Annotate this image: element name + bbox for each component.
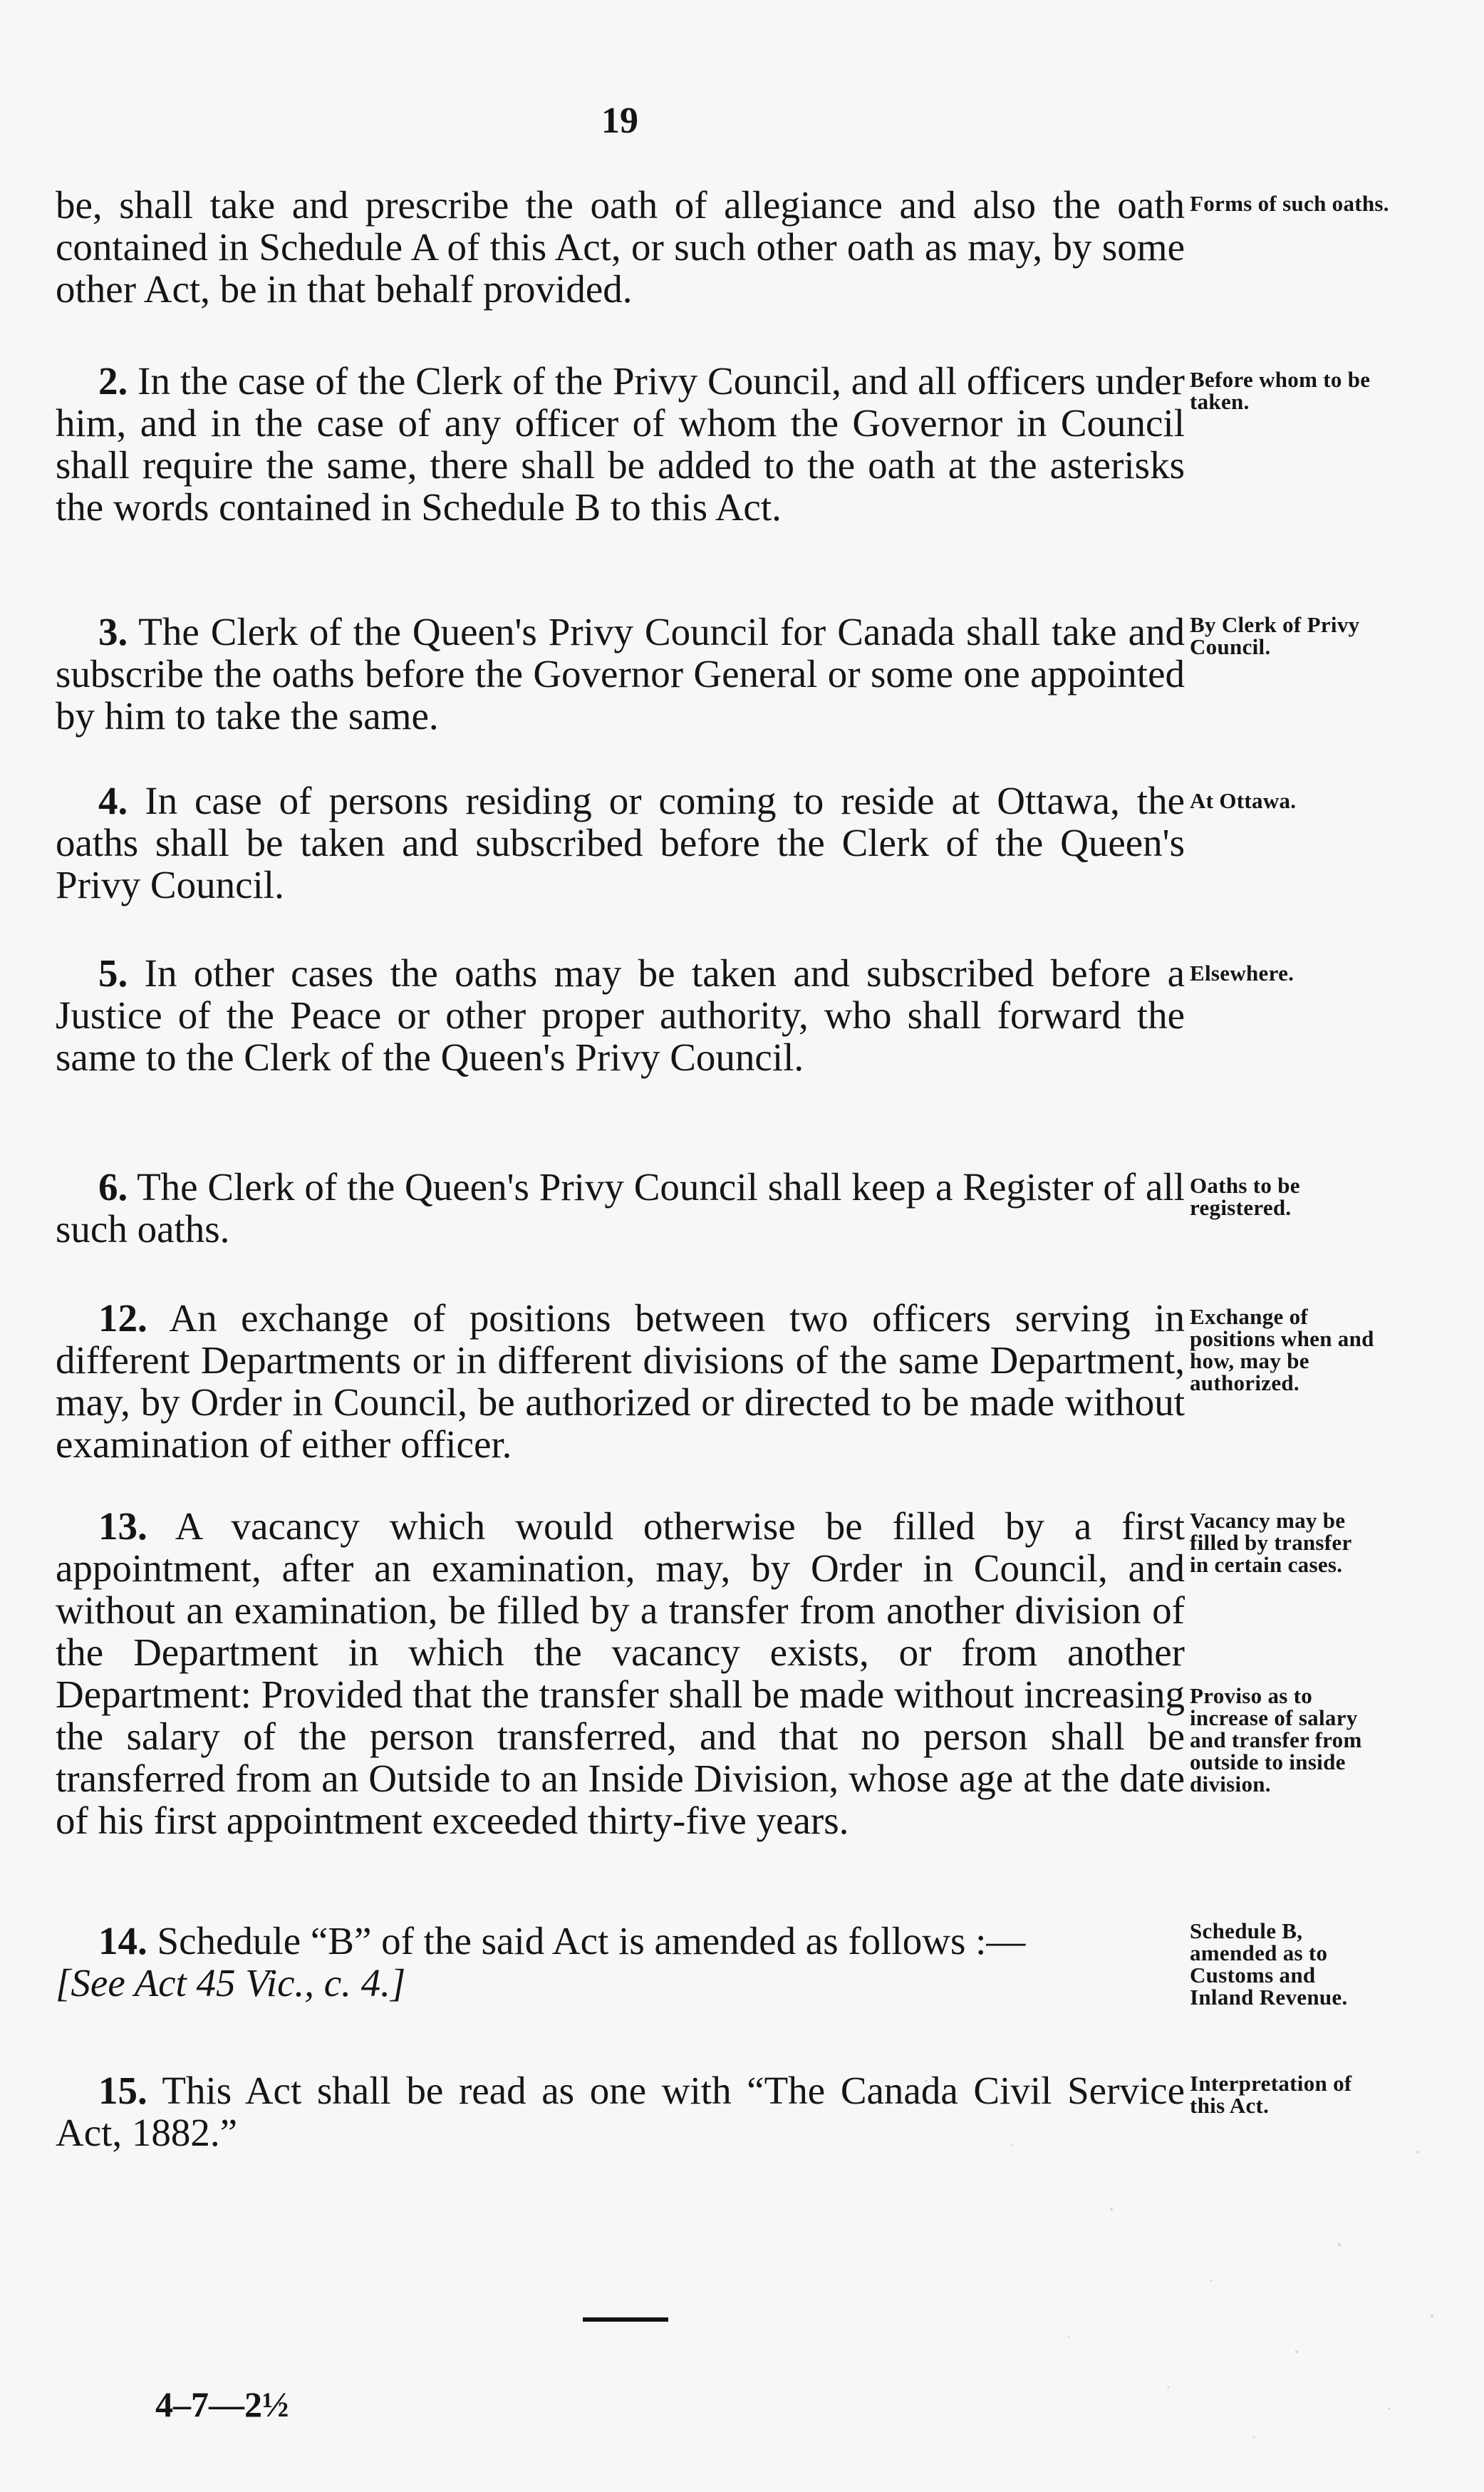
- section-text: [56, 780, 1185, 906]
- margin-note: Interpretation of this Act.: [1190, 2071, 1352, 2118]
- section-number: 5.: [98, 951, 128, 995]
- page-number: 19: [601, 100, 638, 141]
- section-body: A vacancy which would otherwise be filled by a first appointment, after an examination, may, by Order in Council, and without an examination, be filled by a transfer from another division of the Department in which the vacancy exists, or from another Department: Provided that the transfer shall be made without increasing the salary of the person transferred, and that no person shall be transferred from an Outside to an Inside Division, whose age at the date of his first appointment exceeded thirty-five years.: [56, 1504, 1185, 1842]
- section-body: be, shall take and prescribe the oath of allegiance and also the oath contained in Schedule A of this Act, or such other oath as may, by some other Act, be in that behalf provided.: [56, 183, 1185, 311]
- section-number: 15.: [98, 2069, 147, 2112]
- section-number: 14.: [98, 1919, 147, 1963]
- section-body: The Clerk of the Queen's Privy Council shall keep a Register of all such oaths.: [56, 1165, 1185, 1251]
- margin-note: By Clerk of Privy Council.: [1190, 612, 1360, 659]
- margin-note: Elsewhere.: [1190, 961, 1294, 986]
- section-text: [56, 360, 1185, 528]
- section-text: [56, 184, 1185, 310]
- margin-note: Vacancy may be filled by transfer in certain cases.: [1190, 1508, 1351, 1577]
- section-text: [56, 1297, 1185, 1465]
- section-number: 4.: [98, 779, 128, 822]
- section-number: 2.: [98, 359, 128, 403]
- section-body: In case of persons residing or coming to reside at Ottawa, the oaths shall be taken and subscribed before the Clerk of the Queen's Privy Council.: [56, 779, 1185, 906]
- section-number: 6.: [98, 1165, 128, 1209]
- section-body: This Act shall be read as one with “The Canada Civil Service Act, 1882.”: [56, 2069, 1185, 2154]
- section-text: [56, 1166, 1185, 1250]
- section-text: [56, 952, 1185, 1078]
- closing-rule: [583, 2317, 668, 2322]
- section-number: 13.: [98, 1504, 147, 1548]
- section-body: In the case of the Clerk of the Privy Council, and all officers under him, and in the case of any officer of whom the Governor in Council shall require the same, there shall be added to the oath at the asterisks the words contained in Schedule B to this Act.: [56, 359, 1185, 529]
- margin-note: Exchange of positions when and how, may be authorized.: [1190, 1304, 1374, 1395]
- margin-note: Oaths to be registered.: [1190, 1173, 1300, 1220]
- section-text: [56, 1505, 1185, 1841]
- section-text: [56, 1920, 1185, 2004]
- margin-note: Schedule B, amended as to Customs and Inland Revenue.: [1190, 1918, 1348, 2010]
- section-body: An exchange of positions between two officers serving in different Departments or in different divisions of the same Department, may, by Order in Council, be authorized or directed to be made without examination of either officer.: [56, 1296, 1185, 1466]
- margin-note: Before whom to be taken.: [1190, 367, 1371, 414]
- section-reference: [See Act 45 Vic., c. 4.]: [56, 1961, 406, 2005]
- section-body: In other cases the oaths may be taken and subscribed before a Justice of the Peace or other proper authority, who shall forward the same to the Clerk of the Queen's Privy Council.: [56, 951, 1185, 1079]
- section-number: 12.: [98, 1296, 147, 1340]
- margin-note: At Ottawa.: [1190, 788, 1297, 813]
- margin-note: Forms of such oaths.: [1190, 191, 1389, 216]
- section-body: The Clerk of the Queen's Privy Council for Canada shall take and subscribe the oaths before the Governor General or some one appointed by him to take the same.: [56, 610, 1185, 738]
- margin-note-proviso: Proviso as to increase of salary and transfer from outside to inside division.: [1190, 1683, 1362, 1796]
- section-body: Schedule “B” of the said Act is amended as follows :—: [157, 1919, 1026, 1963]
- section-text: [56, 2069, 1185, 2154]
- printer-code: 4–7—2½: [155, 2384, 289, 2424]
- section-text: [56, 611, 1185, 737]
- section-number: 3.: [98, 610, 128, 653]
